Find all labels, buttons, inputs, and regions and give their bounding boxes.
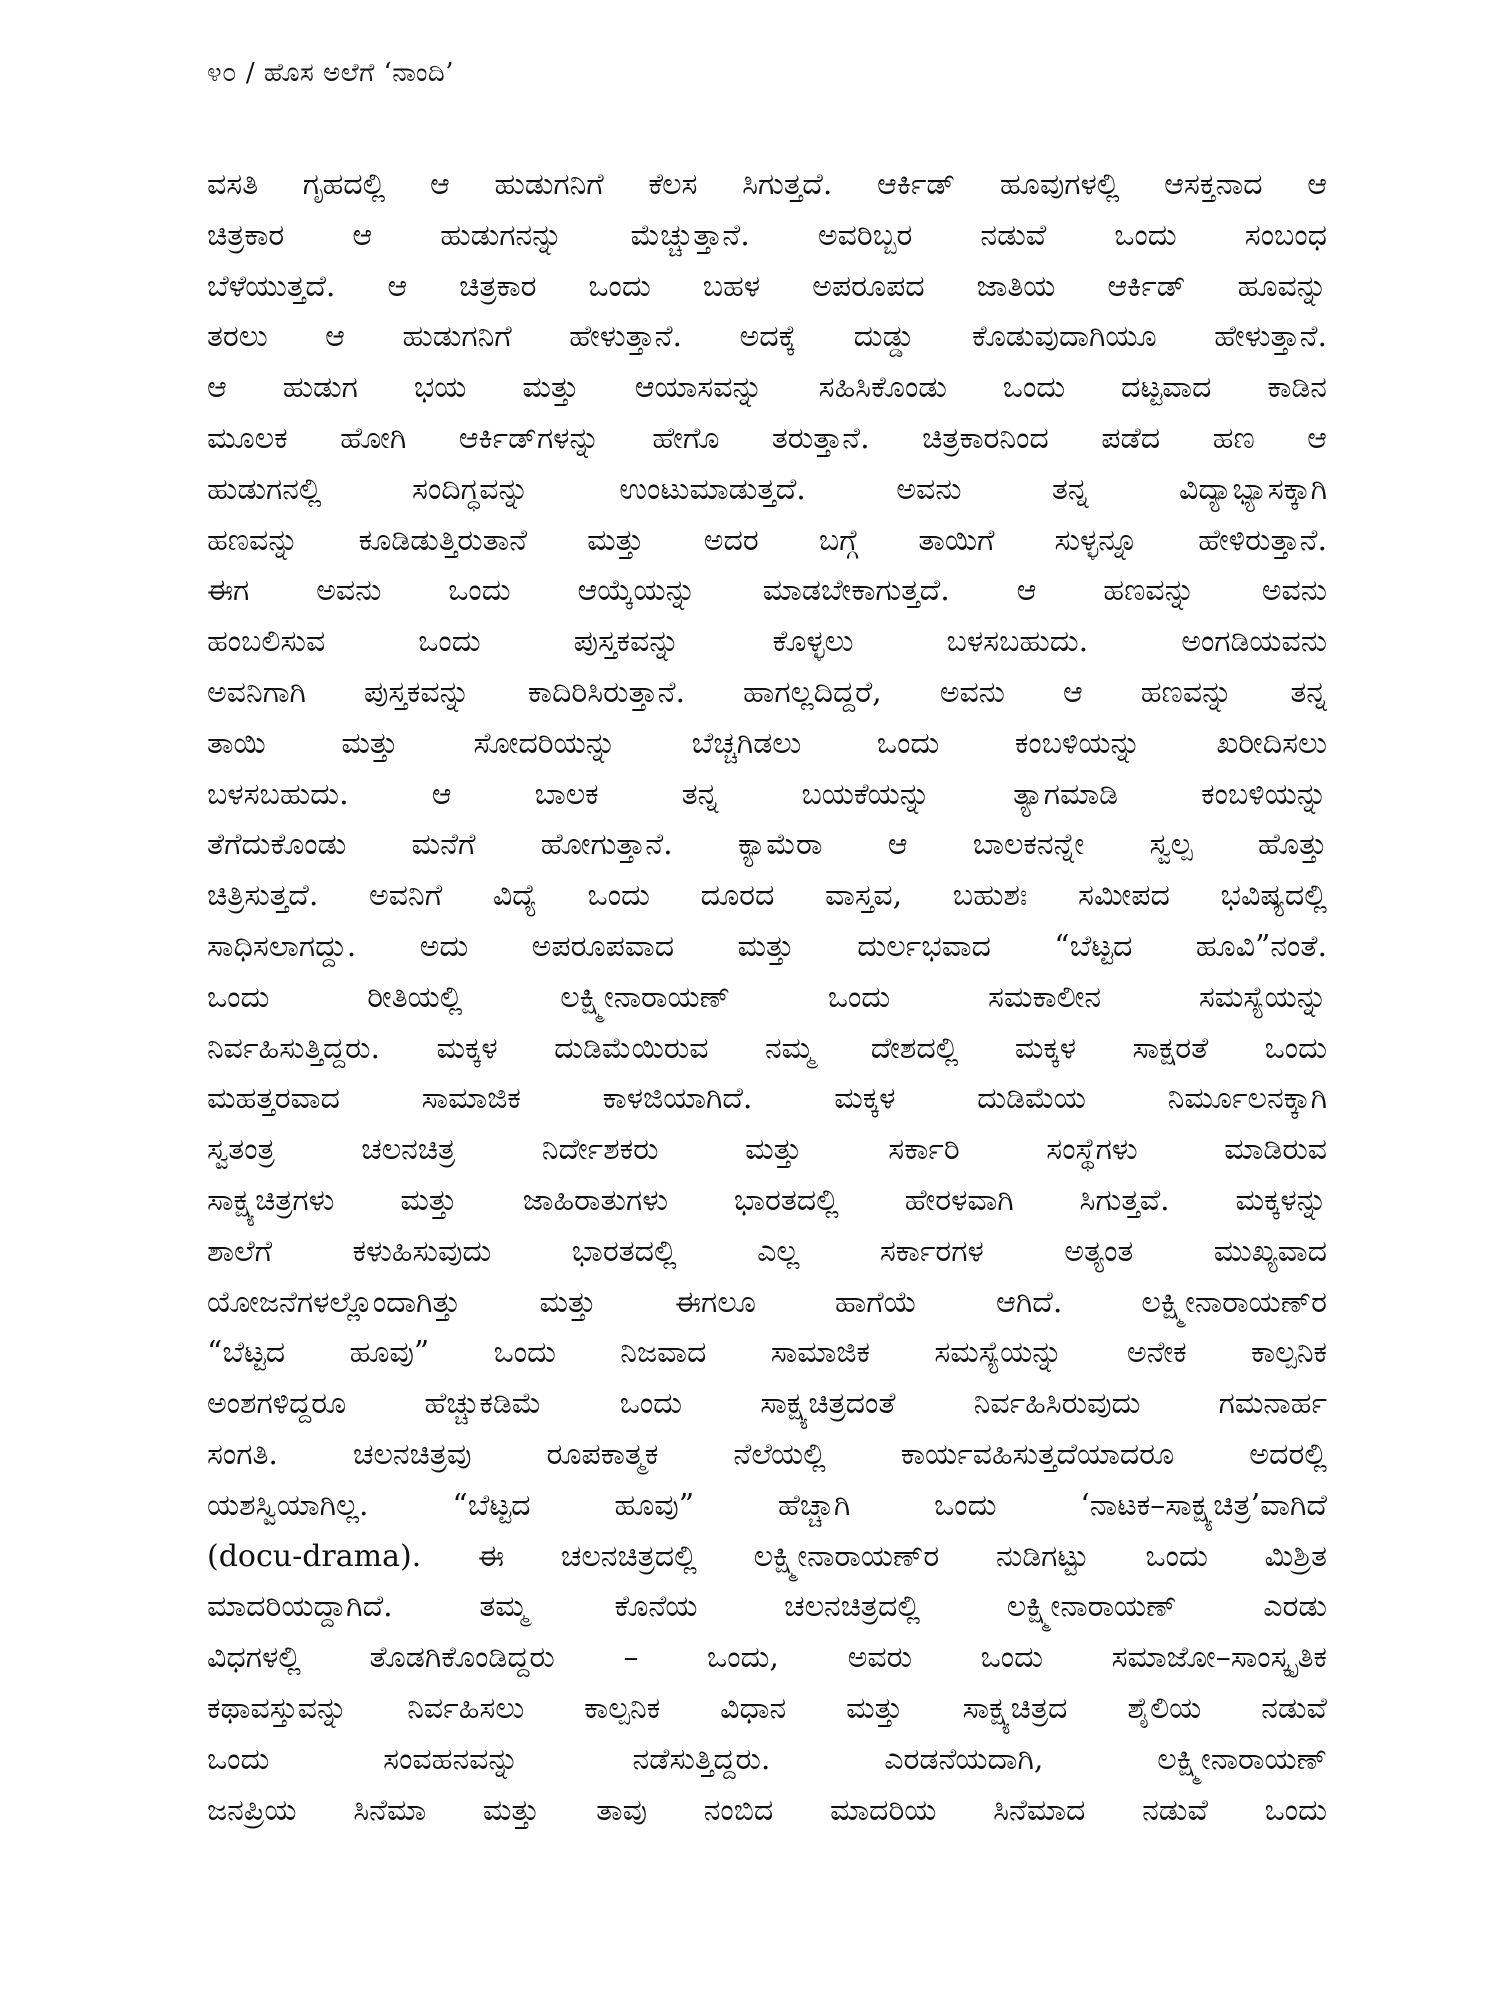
text-line: ಹಂಬಲಿಸುವ ಒಂದು ಪುಸ್ತಕವನ್ನು ಕೊಳ್ಳಲು ಬಳಸಬಹುದು. ಅಂಗಡಿಯವನು bbox=[207, 624, 1327, 660]
text-line: ಮೂಲಕ ಹೋಗಿ ಆರ್ಕಿಡ್‌ಗಳನ್ನು ಹೇಗೊ ತರುತ್ತಾನೆ. ಚಿತ್ರಕಾರನಿಂದ ಪಡೆದ ಹಣ ಆ bbox=[207, 420, 1327, 456]
text-line: ತಾಯಿ ಮತ್ತು ಸೋದರಿಯನ್ನು ಬೆಚ್ಚಗಿಡಲು ಒಂದು ಕಂಬಳಿಯನ್ನು ಖರೀದಿಸಲು bbox=[207, 725, 1327, 761]
text-line: ಮಾದರಿಯದ್ದಾಗಿದೆ. ತಮ್ಮ ಕೊನೆಯ ಚಲನಚಿತ್ರದಲ್ಲಿ ಲಕ್ಷ್ಮೀನಾರಾಯಣ್ ಎರಡು bbox=[207, 1589, 1327, 1625]
text-line: ಶಾಲೆಗೆ ಕಳುಹಿಸುವುದು ಭಾರತದಲ್ಲಿ ಎಲ್ಲ ಸರ್ಕಾರಗಳ ಅತ್ಯಂತ ಮುಖ್ಯವಾದ bbox=[207, 1233, 1327, 1269]
body-text bbox=[207, 160, 1327, 1836]
text-line: ತೆಗೆದುಕೊಂಡು ಮನೆಗೆ ಹೋಗುತ್ತಾನೆ. ಕ್ಯಾಮೆರಾ ಆ ಬಾಲಕನನ್ನೇ ಸ್ವಲ್ಪ ಹೊತ್ತು bbox=[207, 827, 1327, 863]
text-line: ಜನಪ್ರಿಯ ಸಿನೆಮಾ ಮತ್ತು ತಾವು ನಂಬಿದ ಮಾದರಿಯ ಸಿನೆಮಾದ ನಡುವೆ ಒಂದು bbox=[207, 1792, 1327, 1828]
text-line: ಸಾಕ್ಷ್ಯಚಿತ್ರಗಳು ಮತ್ತು ಜಾಹಿರಾತುಗಳು ಭಾರತದಲ್ಲಿ ಹೇರಳವಾಗಿ ಸಿಗುತ್ತವೆ. ಮಕ್ಕಳನ್ನು bbox=[207, 1182, 1327, 1218]
text-line: ಚಿತ್ರಿಸುತ್ತದೆ. ಅವನಿಗೆ ವಿದ್ಯೆ ಒಂದು ದೂರದ ವಾಸ್ತವ, ಬಹುಶಃ ಸಮೀಪದ ಭವಿಷ್ಯದಲ್ಲಿ bbox=[207, 878, 1327, 914]
text-line: ಬೆಳೆಯುತ್ತದೆ. ಆ ಚಿತ್ರಕಾರ ಒಂದು ಬಹಳ ಅಪರೂಪದ ಜಾತಿಯ ಆರ್ಕಿಡ್ ಹೂವನ್ನು bbox=[207, 268, 1327, 304]
text-line: ಆ ಹುಡುಗ ಭಯ ಮತ್ತು ಆಯಾಸವನ್ನು ಸಹಿಸಿಕೊಂಡು ಒಂದು ದಟ್ಟವಾದ ಕಾಡಿನ bbox=[207, 370, 1327, 406]
text-line: ಈಗ ಅವನು ಒಂದು ಆಯ್ಕೆಯನ್ನು ಮಾಡಬೇಕಾಗುತ್ತದೆ. ಆ ಹಣವನ್ನು ಅವನು bbox=[207, 573, 1327, 609]
text-line: ಸಾಧಿಸಲಾಗದ್ದು. ಅದು ಅಪರೂಪವಾದ ಮತ್ತು ದುರ್ಲಭವಾದ “ಬೆಟ್ಟದ ಹೂವಿ”ನಂತೆ. bbox=[207, 928, 1327, 964]
text-line: ತರಲು ಆ ಹುಡುಗನಿಗೆ ಹೇಳುತ್ತಾನೆ. ಅದಕ್ಕೆ ದುಡ್ಡು ಕೊಡುವುದಾಗಿಯೂ ಹೇಳುತ್ತಾನೆ. bbox=[207, 319, 1327, 355]
text-line: ಹುಡುಗನಲ್ಲಿ ಸಂದಿಗ್ಧವನ್ನು ಉಂಟುಮಾಡುತ್ತದೆ. ಅವನು ತನ್ನ ವಿದ್ಯಾಭ್ಯಾಸಕ್ಕಾಗಿ bbox=[207, 471, 1327, 507]
text-line: ಹಣವನ್ನು ಕೂಡಿಡುತ್ತಿರುತಾನೆ ಮತ್ತು ಅದರ ಬಗ್ಗೆ ತಾಯಿಗೆ ಸುಳ್ಳನ್ನೂ ಹೇಳಿರುತ್ತಾನೆ. bbox=[207, 522, 1327, 558]
running-head: ೪೦ / ಹೊಸ ಅಲೆಗೆ ‘ನಾಂದಿ’ bbox=[207, 58, 454, 88]
text-line: ಯೋಜನೆಗಳಲ್ಲೊಂದಾಗಿತ್ತು ಮತ್ತು ಈಗಲೂ ಹಾಗೆಯೆ ಆಗಿದೆ. ಲಕ್ಷ್ಮೀನಾರಾಯಣ್‌ರ bbox=[207, 1284, 1327, 1320]
text-line: ಸ್ವತಂತ್ರ ಚಲನಚಿತ್ರ ನಿರ್ದೇಶಕರು ಮತ್ತು ಸರ್ಕಾರಿ ಸಂಸ್ಥೆಗಳು ಮಾಡಿರುವ bbox=[207, 1132, 1327, 1168]
text-line: ಸಂಗತಿ. ಚಲನಚಿತ್ರವು ರೂಪಕಾತ್ಮಕ ನೆಲೆಯಲ್ಲಿ ಕಾರ್ಯವಹಿಸುತ್ತದೆಯಾದರೂ ಅದರಲ್ಲಿ bbox=[207, 1436, 1327, 1472]
text-line: ವಿಧಗಳಲ್ಲಿ ತೊಡಗಿಕೊಂಡಿದ್ದರು – ಒಂದು, ಅವರು ಒಂದು ಸಮಾಜೋ–ಸಾಂಸ್ಕೃತಿಕ bbox=[207, 1640, 1327, 1676]
text-line: ಮಹತ್ತರವಾದ ಸಾಮಾಜಿಕ ಕಾಳಜಿಯಾಗಿದೆ. ಮಕ್ಕಳ ದುಡಿಮೆಯ ನಿರ್ಮೂಲನಕ್ಕಾಗಿ bbox=[207, 1081, 1327, 1117]
text-line: (docu-drama). ಈ ಚಲನಚಿತ್ರದಲ್ಲಿ ಲಕ್ಷ್ಮೀನಾರಾಯಣ್‌ರ ನುಡಿಗಟ್ಟು ಒಂದು ಮಿಶ್ರಿತ bbox=[207, 1538, 1327, 1574]
text-line: ಬಳಸಬಹುದು. ಆ ಬಾಲಕ ತನ್ನ ಬಯಕೆಯನ್ನು ತ್ಯಾಗಮಾಡಿ ಕಂಬಳಿಯನ್ನು bbox=[207, 776, 1327, 812]
text-line: ವಸತಿ ಗೃಹದಲ್ಲಿ ಆ ಹುಡುಗನಿಗೆ ಕೆಲಸ ಸಿಗುತ್ತದೆ. ಆರ್ಕಿಡ್ ಹೂವುಗಳಲ್ಲಿ ಆಸಕ್ತನಾದ ಆ bbox=[207, 167, 1327, 202]
text-line: ನಿರ್ವಹಿಸುತ್ತಿದ್ದರು. ಮಕ್ಕಳ ದುಡಿಮೆಯಿರುವ ನಮ್ಮ ದೇಶದಲ್ಲಿ ಮಕ್ಕಳ ಸಾಕ್ಷರತೆ ಒಂದು bbox=[207, 1030, 1327, 1066]
text-line: ಅವನಿಗಾಗಿ ಪುಸ್ತಕವನ್ನು ಕಾದಿರಿಸಿರುತ್ತಾನೆ. ಹಾಗಲ್ಲದಿದ್ದರೆ, ಅವನು ಆ ಹಣವನ್ನು ತನ್ನ bbox=[207, 674, 1327, 710]
text-line: “ಬೆಟ್ಟದ ಹೂವು” ಒಂದು ನಿಜವಾದ ಸಾಮಾಜಿಕ ಸಮಸ್ಯೆಯನ್ನು ಅನೇಕ ಕಾಲ್ಪನಿಕ bbox=[207, 1335, 1327, 1371]
text-line: ಚಿತ್ರಕಾರ ಆ ಹುಡುಗನನ್ನು ಮೆಚ್ಚುತ್ತಾನೆ. ಅವರಿಬ್ಬರ ನಡುವೆ ಒಂದು ಸಂಬಂಧ bbox=[207, 217, 1327, 253]
text-line: ಕಥಾವಸ್ತುವನ್ನು ನಿರ್ವಹಿಸಲು ಕಾಲ್ಪನಿಕ ವಿಧಾನ ಮತ್ತು ಸಾಕ್ಷ್ಯಚಿತ್ರದ ಶೈಲಿಯ ನಡುವೆ bbox=[207, 1690, 1327, 1726]
text-line: ಒಂದು ರೀತಿಯಲ್ಲಿ ಲಕ್ಷ್ಮೀನಾರಾಯಣ್ ಒಂದು ಸಮಕಾಲೀನ ಸಮಸ್ಯೆಯನ್ನು bbox=[207, 979, 1327, 1015]
text-line: ಯಶಸ್ವಿಯಾಗಿಲ್ಲ. “ಬೆಟ್ಟದ ಹೂವು” ಹೆಚ್ಚಾಗಿ ಒಂದು ‘ನಾಟಕ–ಸಾಕ್ಷ್ಯಚಿತ್ರ’ವಾಗಿದೆ bbox=[207, 1487, 1327, 1523]
text-line: ಅಂಶಗಳಿದ್ದರೂ ಹೆಚ್ಚುಕಡಿಮೆ ಒಂದು ಸಾಕ್ಷ್ಯಚಿತ್ರದಂತೆ ನಿರ್ವಹಿಸಿರುವುದು ಗಮನಾರ್ಹ bbox=[207, 1386, 1327, 1422]
text-line: ಒಂದು ಸಂವಹನವನ್ನು ನಡೆಸುತ್ತಿದ್ದರು. ಎರಡನೆಯದಾಗಿ, ಲಕ್ಷ್ಮೀನಾರಾಯಣ್ bbox=[207, 1741, 1327, 1777]
